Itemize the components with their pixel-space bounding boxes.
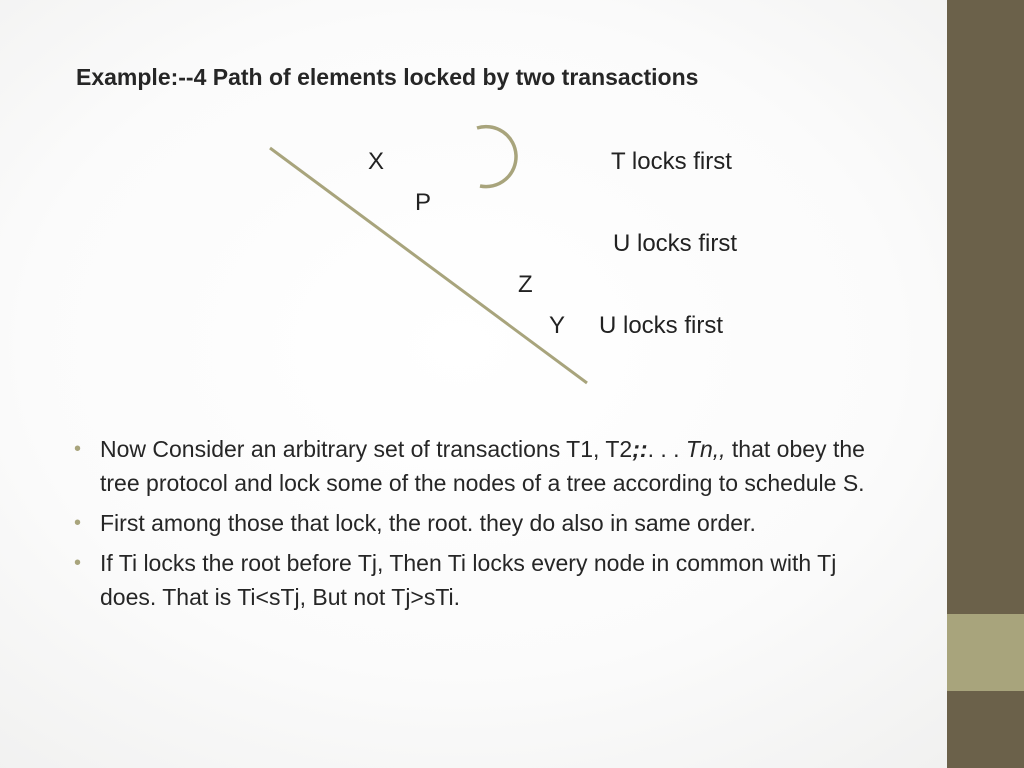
node-x-label: X	[368, 148, 385, 175]
bullet-text-prefix: Now Consider an arbitrary set of transactions T1, T2	[100, 436, 633, 462]
bullet-text: First among those that lock, the root. they do also in same order.	[100, 510, 756, 536]
note-t-locks-first: T locks first	[611, 148, 732, 175]
bullet-text-italic: Tn,,	[685, 436, 726, 462]
sidebar-top-block	[947, 0, 1024, 614]
path-line	[270, 148, 587, 383]
bullet-text-rest: that obey the tree protocol and lock some of the nodes of a tree according to schedule S.	[100, 436, 865, 496]
bullet-text: If Ti locks the root before Tj, Then Ti locks every node in common with Tj does. That is Ti<sTj, But not Tj>sTi.	[100, 550, 837, 610]
sidebar-bottom-block	[947, 691, 1024, 768]
note-u-locks-first-2: U locks first	[599, 312, 724, 339]
node-y-label: Y	[549, 312, 566, 339]
sidebar-mid-block	[947, 614, 1024, 691]
slide-title: Example:--4 Path of elements locked by two transactions	[76, 64, 699, 90]
bullet-dot: •	[74, 552, 82, 574]
node-p-label: P	[415, 189, 432, 216]
bullet-text-middle: . . .	[647, 436, 686, 462]
bullet-item	[74, 432, 874, 500]
sidebar-decoration	[947, 0, 1024, 768]
lock-arc	[477, 127, 516, 187]
bullet-list	[74, 432, 874, 620]
node-z-label: Z	[518, 271, 533, 298]
bullet-dot: •	[74, 438, 82, 460]
note-u-locks-first-1: U locks first	[613, 230, 738, 257]
bullet-dot: •	[74, 512, 82, 534]
bullet-item	[74, 546, 874, 614]
bullet-text-bold-italic: ;:	[632, 436, 648, 462]
bullet-item	[74, 506, 874, 540]
